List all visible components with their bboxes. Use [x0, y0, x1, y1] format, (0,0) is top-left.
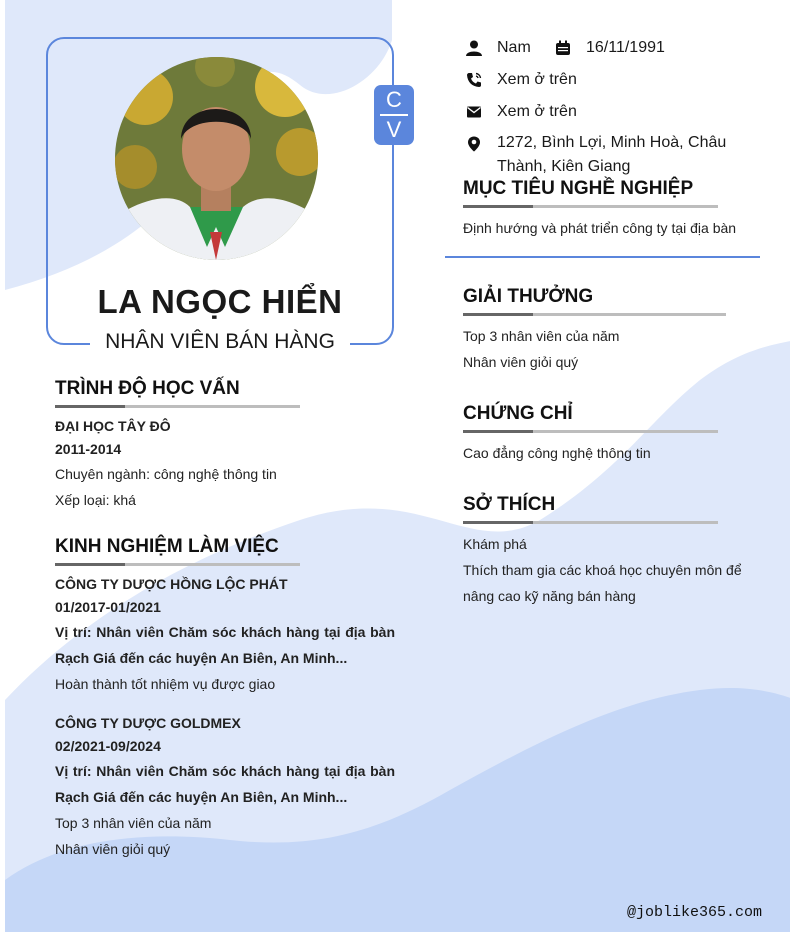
job-period: 01/2017-01/2021	[55, 599, 161, 615]
job-detail: Hoàn thành tốt nhiệm vụ được giao	[55, 676, 276, 692]
experience-title: KINH NGHIỆM LÀM VIỆC	[55, 536, 279, 557]
education-period: 2011-2014	[55, 441, 122, 457]
objective-title: MỤC TIÊU NGHỀ NGHIỆP	[463, 178, 694, 199]
avatar	[115, 57, 318, 260]
certificates-title: CHỨNG CHỈ	[463, 403, 573, 424]
contact-phone	[466, 71, 577, 89]
experience-underline	[55, 563, 300, 566]
job-title	[46, 330, 394, 354]
mail-icon	[466, 104, 482, 120]
cv-badge-top: C	[386, 87, 402, 112]
calendar-icon	[555, 40, 571, 56]
cv-badge-divider	[380, 114, 408, 116]
birthday-value: 16/11/1991	[586, 39, 665, 56]
phone-icon	[466, 72, 482, 88]
cv-badge	[374, 85, 414, 145]
job-company: CÔNG TY DƯỢC GOLDMEX	[55, 715, 241, 731]
award-item: Nhân viên giỏi quý	[463, 354, 579, 370]
gender-value: Nam	[497, 39, 531, 56]
location-pin-icon	[466, 136, 482, 152]
watermark: @joblike365.com	[627, 904, 763, 921]
hobby-item: Thích tham gia các khoá học chuyên môn để nâng cao kỹ năng bán hàng	[463, 562, 742, 604]
education-grade: Xếp loại: khá	[55, 492, 136, 508]
education-school: ĐẠI HỌC TÂY ĐÔ	[55, 418, 171, 434]
cv-badge-bottom: V	[386, 117, 402, 142]
job-title-text: NHÂN VIÊN BÁN HÀNG	[97, 330, 343, 353]
job-detail: Top 3 nhân viên của năm	[55, 815, 212, 831]
awards-underline	[463, 313, 726, 316]
education-underline	[55, 405, 300, 408]
contact-address	[466, 131, 736, 179]
job-position: Vị trí: Nhân viên Chăm sóc khách hàng tại địa bàn Rạch Giá đến các huyện An Biên, An Minh...	[55, 624, 395, 666]
hobbies-title: SỞ THÍCH	[463, 494, 556, 515]
education-major: Chuyên ngành: công nghệ thông tin	[55, 466, 277, 482]
email-value: Xem ở trên	[497, 103, 577, 120]
certificates-underline	[463, 430, 718, 433]
address-value: 1272, Bình Lợi, Minh Hoà, Châu Thành, Kiên Giang	[497, 134, 727, 175]
section-divider	[445, 256, 760, 258]
education-title: TRÌNH ĐỘ HỌC VẤN	[55, 378, 240, 399]
contact-gender-birthday	[466, 39, 665, 57]
job-position: Vị trí: Nhân viên Chăm sóc khách hàng tại địa bàn Rạch Giá đến các huyện An Biên, An Minh...	[55, 763, 395, 805]
certificate-item: Cao đẳng công nghệ thông tin	[463, 445, 651, 461]
user-icon	[466, 40, 482, 56]
objective-text: Định hướng và phát triển công ty tại địa bàn	[463, 220, 737, 236]
objective-underline	[463, 205, 718, 208]
awards-title: GIẢI THƯỞNG	[463, 286, 594, 307]
hobby-item: Khám phá	[463, 536, 527, 552]
contact-email	[466, 103, 577, 121]
phone-value: Xem ở trên	[497, 71, 577, 88]
candidate-name: LA NGỌC HIỂN	[97, 283, 343, 320]
job-period: 02/2021-09/2024	[55, 738, 161, 754]
award-item: Top 3 nhân viên của năm	[463, 328, 620, 344]
job-company: CÔNG TY DƯỢC HỒNG LỘC PHÁT	[55, 576, 288, 592]
job-detail: Nhân viên giỏi quý	[55, 841, 171, 857]
hobbies-underline	[463, 521, 718, 524]
